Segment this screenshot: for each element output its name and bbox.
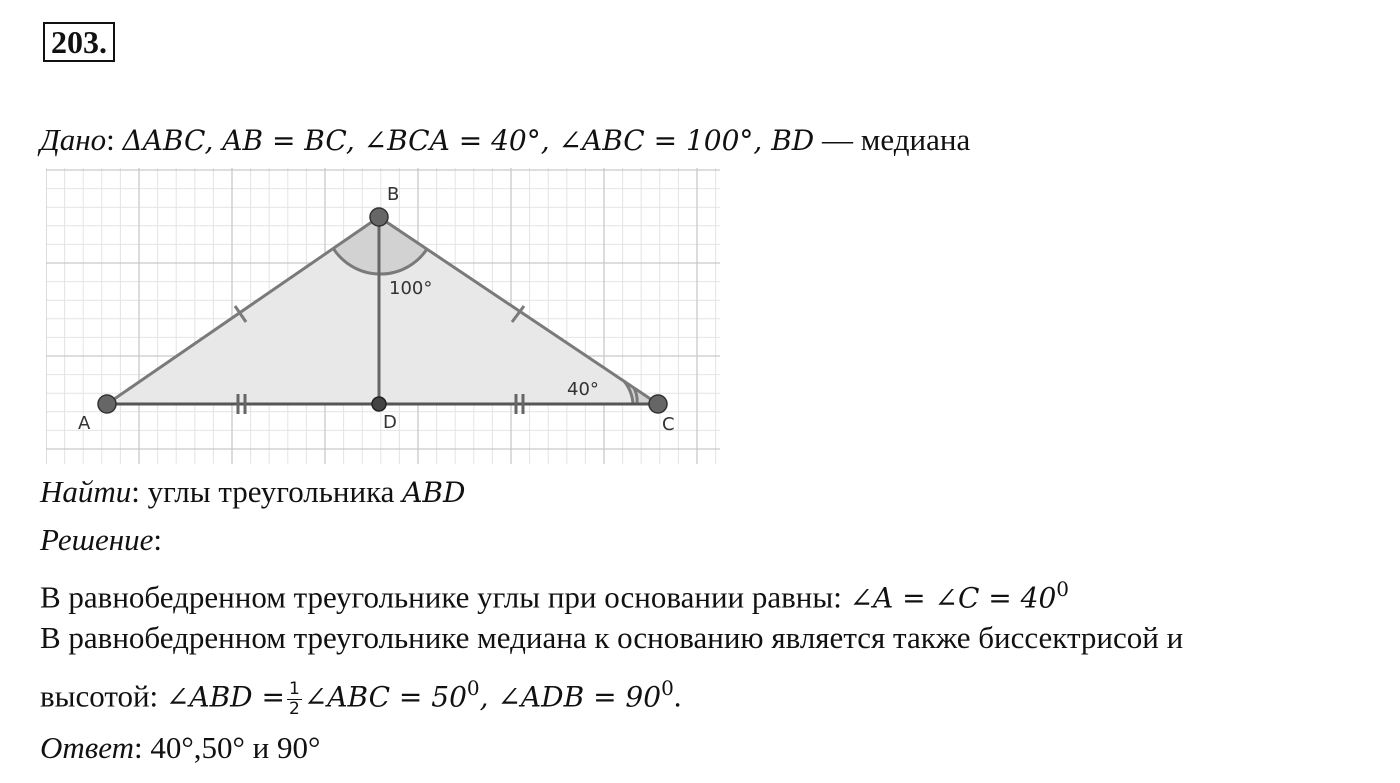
answer-label: Ответ [40,730,134,765]
solution-label: Решение [40,522,154,557]
given-line: Дано: ΔABC, AB = BC, ∠BCA = 40°, ∠ABC = 100°, BD — медиана [40,122,971,157]
answer-line: Ответ: 40°,50° и 90° [40,730,321,765]
point-c [649,395,667,413]
solution-line3-sup-c: 0 [661,676,674,700]
fraction-one-half [287,680,302,719]
solution-line3-math-b: ∠ABC = 50 [303,680,467,714]
fraction-numerator: 1 [289,678,300,699]
solution-line3-math-a: ∠ABD = [165,680,285,714]
solution-line3-math-c: , ∠ADB = 90 [479,680,662,714]
given-suffix: — медиана [822,122,971,157]
solution-line1-sup: 0 [1056,577,1070,601]
label-c: C [662,414,675,435]
solution-line1-math: ∠A = ∠C = 40 [849,581,1057,615]
solution-line3-sup-b: 0 [466,676,480,700]
find-text: углы треугольника [147,474,395,509]
solution-line1-text: В равнобедренном треугольнике углы при основании равны: [40,579,842,615]
label-d: D [383,412,397,433]
problem-number: 203. [43,22,115,62]
fraction-denominator: 2 [289,698,300,719]
solution-line-2 [40,618,1183,658]
solution-line3-text: высотой: [40,678,159,714]
answer-text: 40°,50° и 90° [150,730,321,765]
triangle-figure [46,168,720,464]
solution-line: Решение: [40,522,162,557]
given-math: ΔABC, AB = BC, ∠BCA = 40°, ∠ABC = 100°, BD [122,124,815,157]
point-b [370,208,388,226]
solution-line2-text: В равнобедренном треугольнике медиана к основанию является также биссектрисой и [40,620,1184,655]
angle-c-label: 40° [567,379,599,400]
label-b: B [387,184,400,205]
point-a [98,395,116,413]
solution-line3-end: . [673,678,682,714]
solution-line-3 [40,668,682,719]
find-math: ABD [402,476,466,509]
find-label: Найти [40,474,132,509]
given-label: Дано [40,122,107,157]
find-line: Найти: углы треугольника ABD [40,474,466,509]
label-a: A [78,413,91,434]
angle-b-label: 100° [389,278,433,299]
point-d [372,397,386,411]
solution-line-1 [40,569,1069,618]
